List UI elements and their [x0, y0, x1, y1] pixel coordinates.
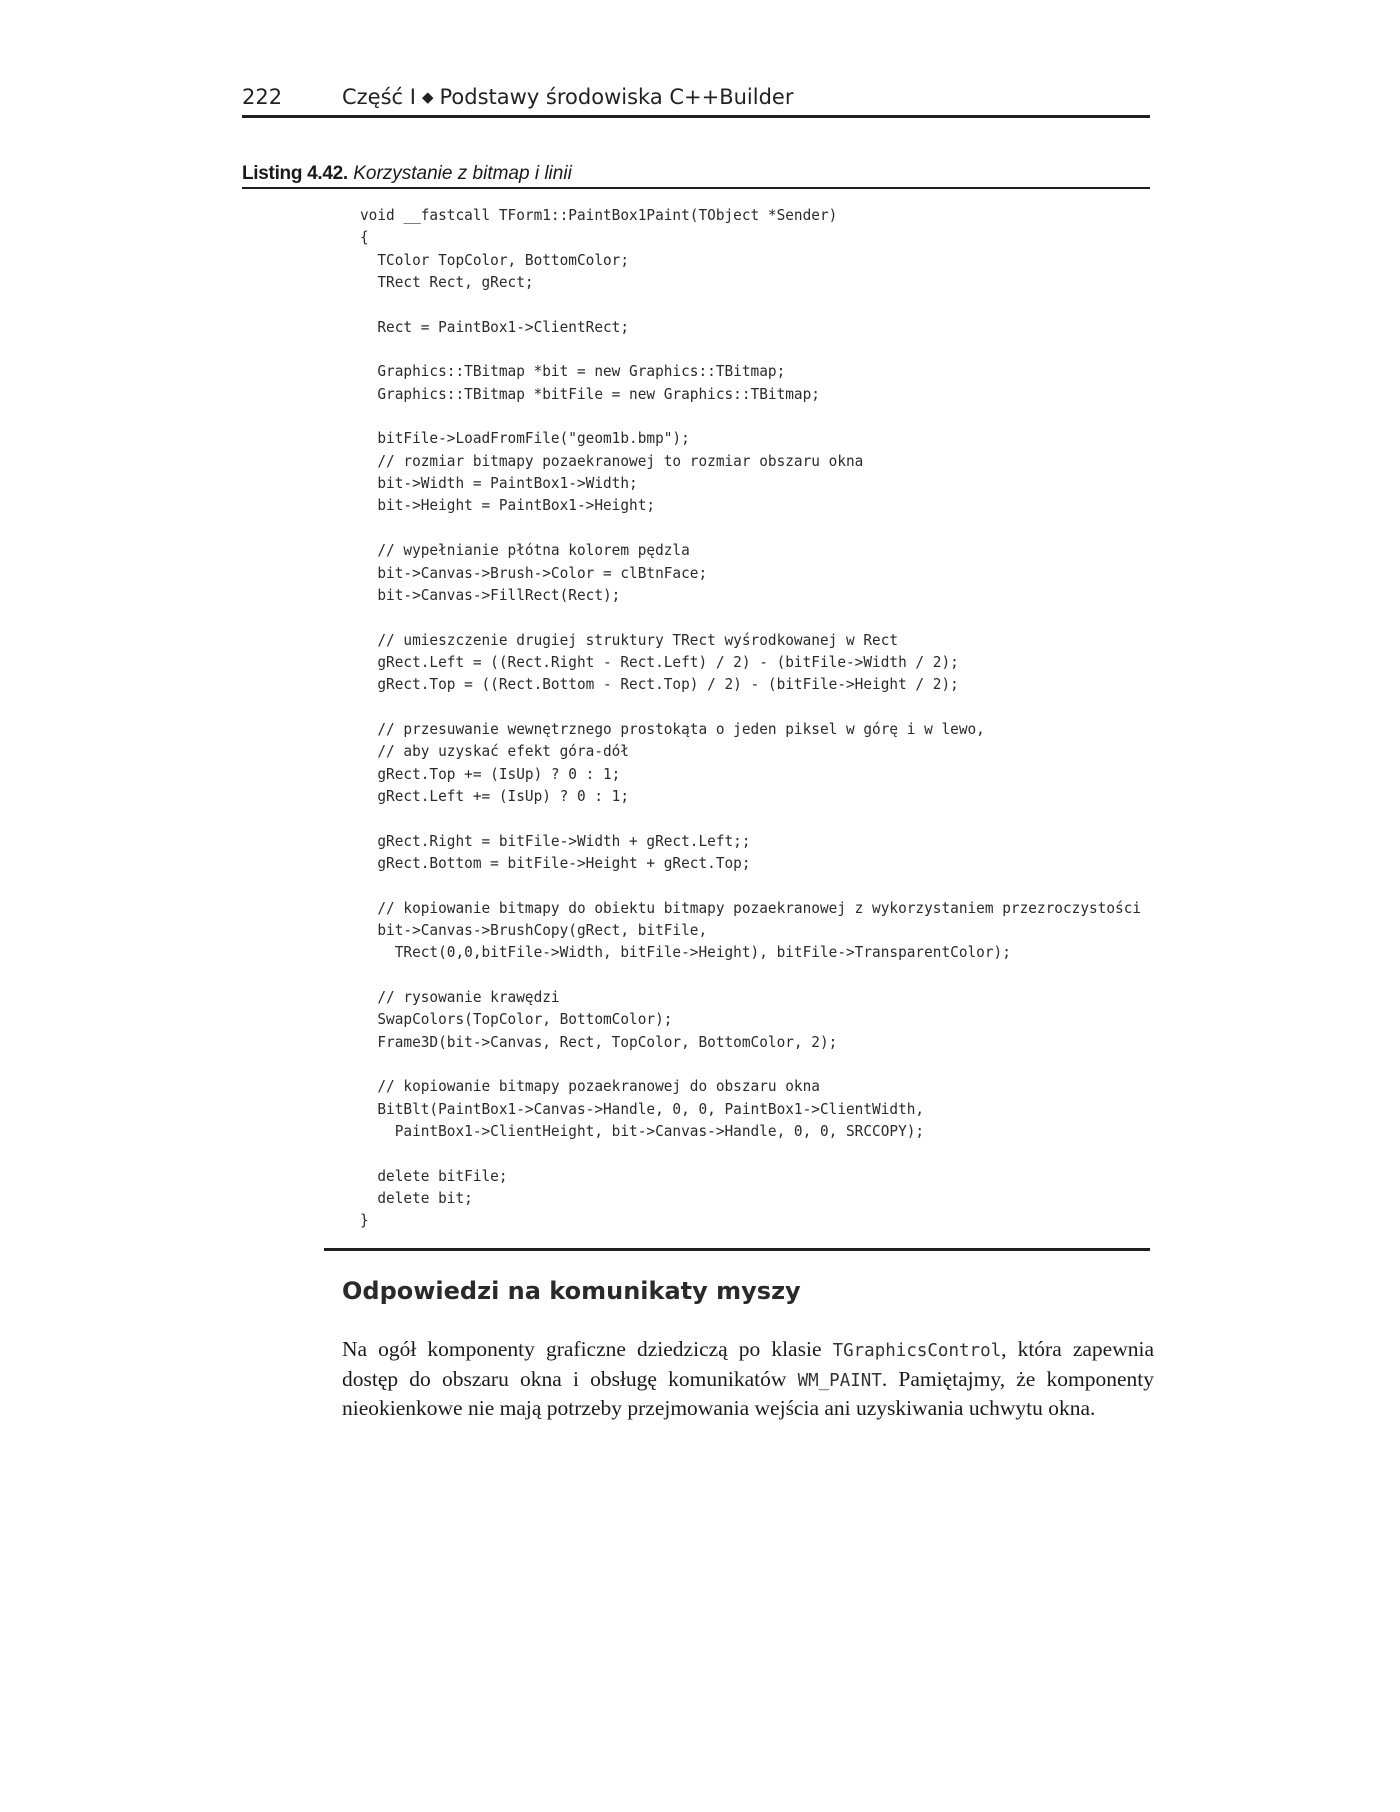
- code-line: bit->Width = PaintBox1->Width;: [360, 474, 638, 493]
- code-line: // rozmiar bitmapy pozaekranowej to rozmiar obszaru okna: [360, 451, 864, 470]
- paragraph-text: . Pamiętajmy, że komponenty nieokienkowe nie mają potrzeby przejmowania wejścia ani uzyskiwania uchwytu okna.: [342, 1366, 1154, 1420]
- code-line: // aby uzyskać efekt góra-dół: [360, 742, 630, 761]
- code-line: bitFile->LoadFromFile("geom1b.bmp");: [360, 429, 690, 448]
- code-line: gRect.Left += (IsUp) ? 0 : 1;: [360, 786, 630, 805]
- code-line: SwapColors(TopColor, BottomColor);: [360, 1010, 673, 1029]
- diamond-icon: ◆: [421, 88, 434, 106]
- listing-label: Listing 4.42.: [242, 163, 348, 184]
- code-line: }: [360, 1211, 369, 1230]
- code-line: Rect = PaintBox1->ClientRect;: [360, 317, 630, 336]
- code-line: // przesuwanie wewnętrznego prostokąta o jeden piksel w górę i w lewo,: [360, 719, 985, 738]
- code-line: // kopiowanie bitmapy pozaekranowej do obszaru okna: [360, 1077, 820, 1096]
- code-line: PaintBox1->ClientHeight, bit->Canvas->Handle, 0, 0, SRCCOPY);: [360, 1122, 925, 1141]
- running-title: [342, 85, 793, 109]
- code-line: bit->Canvas->BrushCopy(gRect, bitFile,: [360, 921, 708, 939]
- code-line: // umieszczenie drugiej struktury TRect wyśrodkowanej w Rect: [360, 630, 899, 649]
- code-line: gRect.Bottom = bitFile->Height + gRect.Top;: [360, 853, 751, 872]
- code-line: void __fastcall TForm1::PaintBox1Paint(TObject *Sender): [360, 206, 838, 224]
- code-line: Frame3D(bit->Canvas, Rect, TopColor, BottomColor, 2);: [360, 1032, 838, 1051]
- code-listing: [360, 204, 1141, 1232]
- header-rule: [242, 115, 1150, 118]
- code-line: TRect Rect, gRect;: [360, 273, 534, 292]
- listing-title: Korzystanie z bitmap i linii: [353, 163, 572, 184]
- inline-code-class: TGraphicsControl: [832, 1341, 1002, 1361]
- page-number: 222: [242, 85, 283, 109]
- code-line: BitBlt(PaintBox1->Canvas->Handle, 0, 0, PaintBox1->ClientWidth,: [360, 1099, 925, 1118]
- paragraph-text: Na ogół komponenty graficzne dziedziczą po klasie: [342, 1337, 833, 1361]
- code-line: delete bit;: [360, 1189, 473, 1208]
- code-line: bit->Canvas->FillRect(Rect);: [360, 585, 621, 604]
- inline-code-message: WM_PAINT: [797, 1370, 882, 1391]
- code-line: // wypełnianie płótna kolorem pędzla: [360, 541, 690, 560]
- code-line: bit->Height = PaintBox1->Height;: [360, 496, 656, 515]
- listing-caption: [242, 163, 572, 185]
- code-line: TColor TopColor, BottomColor;: [360, 250, 630, 269]
- code-line: Graphics::TBitmap *bit = new Graphics::TBitmap;: [360, 362, 786, 381]
- code-line: gRect.Top = ((Rect.Bottom - Rect.Top) / 2) - (bitFile->Height / 2);: [360, 675, 959, 694]
- page-header: [242, 82, 1150, 116]
- code-line: gRect.Top += (IsUp) ? 0 : 1;: [360, 764, 621, 783]
- code-end-rule: [324, 1248, 1150, 1251]
- code-line: gRect.Left = ((Rect.Right - Rect.Left) / 2) - (bitFile->Width / 2);: [360, 652, 959, 671]
- paragraph-text: , która zapewnia dostęp do obszaru okna i obsługę komunikatów: [342, 1337, 1154, 1391]
- code-line: // rysowanie krawędzi: [360, 988, 560, 1007]
- body-paragraph: [342, 1336, 1154, 1423]
- code-line: {: [360, 228, 369, 247]
- caption-rule: [242, 187, 1150, 189]
- part-label: Część I: [342, 85, 416, 109]
- code-line: delete bitFile;: [360, 1166, 508, 1185]
- section-heading: Odpowiedzi na komunikaty myszy: [342, 1277, 801, 1305]
- code-line: TRect(0,0,bitFile->Width, bitFile->Height), bitFile->TransparentColor);: [360, 943, 1011, 962]
- code-line: bit->Canvas->Brush->Color = clBtnFace;: [360, 563, 708, 582]
- part-title: Podstawy środowiska C++Builder: [439, 85, 794, 109]
- code-line: gRect.Right = bitFile->Width + gRect.Left;;: [360, 831, 751, 850]
- code-line: Graphics::TBitmap *bitFile = new Graphics::TBitmap;: [360, 384, 820, 403]
- code-line: // kopiowanie bitmapy do obiektu bitmapy pozaekranowej z wykorzystaniem przezroczystości: [360, 898, 1142, 917]
